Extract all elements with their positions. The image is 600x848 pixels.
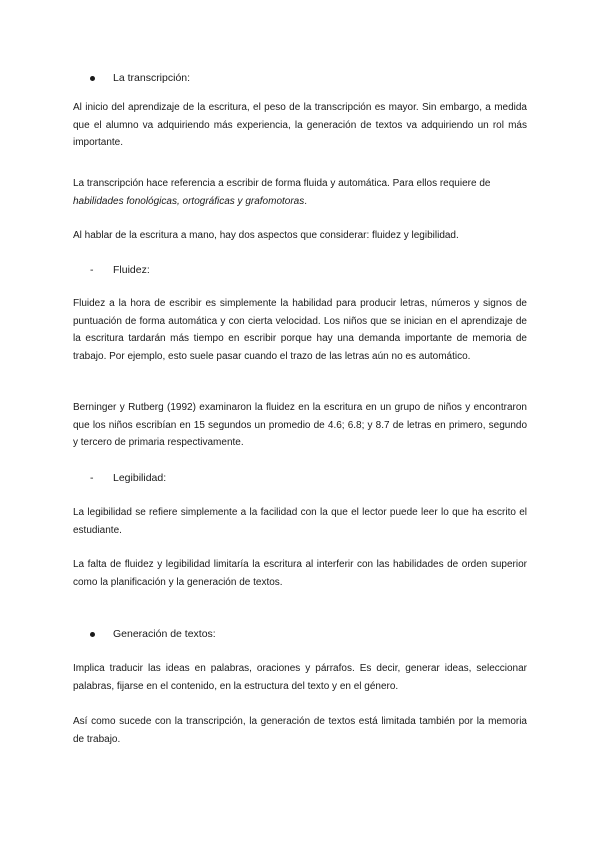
bullet-dot-icon <box>90 632 95 637</box>
dash-icon: - <box>90 264 94 276</box>
paragraph: Al hablar de la escritura a mano, hay dos aspectos que considerar: fluidez y legibilidad. <box>73 230 459 241</box>
paragraph-text: La transcripción hace referencia a escribir de forma fluida y automática. Para ellos requiere de <box>73 178 491 189</box>
heading-text: Generación de textos: <box>113 628 216 640</box>
subheading-fluidez <box>73 263 150 277</box>
subheading-text: Fluidez: <box>113 264 150 276</box>
paragraph: La falta de fluidez y legibilidad limitaría la escritura al interferir con las habilidades de orden superior como la planificación y la generación de textos. <box>73 559 527 588</box>
paragraph: Fluidez a la hora de escribir es simplemente la habilidad para producir letras, números y signos de puntuación de forma automática y con cierta velocidad. Los niños que se inician en el aprendizaje de la escritura tardarán más tiempo en escribir porque hay una demanda importante de memoria de trabajo. Por ejemplo, esto suele pasar cuando el trazo de las letras aún no es automático. <box>73 298 527 362</box>
bullet-dot-icon <box>90 76 95 81</box>
bullet-heading-transcripcion <box>73 71 190 85</box>
subheading-legibilidad <box>73 471 166 485</box>
paragraph: Así como sucede con la transcripción, la generación de textos está limitada también por la memoria de trabajo. <box>73 716 527 745</box>
subheading-text: Legibilidad: <box>113 472 167 484</box>
paragraph-italic-text: habilidades fonológicas, ortográficas y grafomotoras <box>73 195 305 207</box>
paragraph <box>73 175 527 210</box>
paragraph: Al inicio del aprendizaje de la escritura, el peso de la transcripción es mayor. Sin embargo, a medida que el alumno va adquiriendo más experiencia, la generación de textos va adquiriendo un rol más importante. <box>73 102 527 148</box>
dash-icon: - <box>90 472 94 484</box>
paragraph: Implica traducir las ideas en palabras, oraciones y párrafos. Es decir, generar ideas, seleccionar palabras, fijarse en el contenido, en la estructura del texto y en el género. <box>73 663 527 692</box>
paragraph-text: . <box>304 195 308 207</box>
bullet-heading-generacion <box>73 627 216 641</box>
paragraph: La legibilidad se refiere simplemente a la facilidad con la que el lector puede leer lo que ha escrito el estudiante. <box>73 507 527 536</box>
heading-text: La transcripción: <box>113 72 191 84</box>
paragraph: Berninger y Rutberg (1992) examinaron la fluidez en la escritura en un grupo de niños y encontraron que los niños escribían en 15 segundos un promedio de 4.6; 6.8; y 8.7 de letras en primero, segundo y tercero de primaria respectivamente. <box>73 402 527 448</box>
